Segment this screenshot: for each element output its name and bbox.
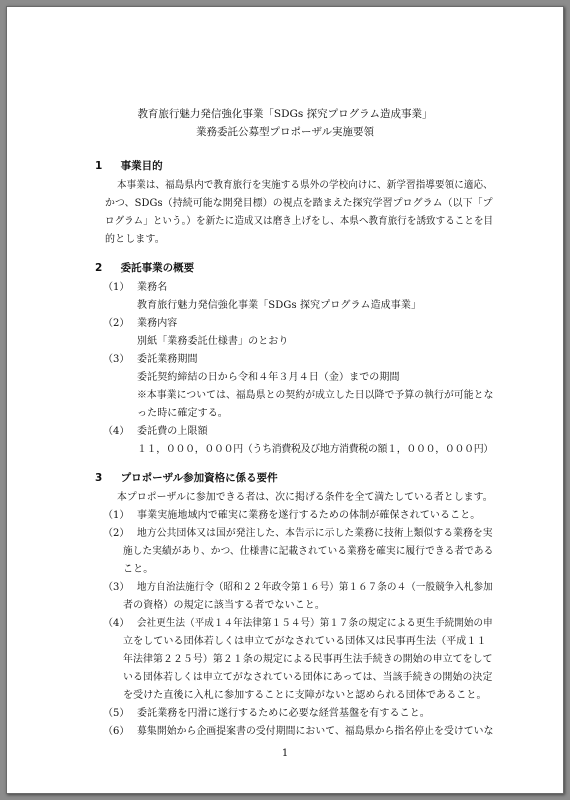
section2-item-text: １１，０００，０００円（うち消費税及び地方消費税の額１，０００，０００円） [137,444,494,455]
section2-item-number: （4） [103,426,130,437]
section3-item-number: （4） [103,618,130,629]
section3-item-text: 地方公共団体又は国が発注した、本告示に示した業務に技術上類似する業務を実 [137,528,493,539]
section3-item-number: （3） [103,582,130,593]
section1-heading [95,158,163,173]
section3-number: 3 [95,472,103,484]
section3-item-text: いる団体若しくは申立てがなされている団体にあっては、当該手続きの開始の決定 [123,672,493,683]
section2-number: 2 [95,262,103,274]
section2-item-number: （1） [103,282,130,293]
section3-item-number: （6） [103,726,130,737]
section3-item-text: 委託業務を円滑に遂行するために必要な経営基盤を有すること。 [137,708,430,719]
section3-item-text: 者の資格）の規定に該当する者でないこと。 [123,600,325,611]
page-number: 1 [281,748,289,759]
section1-line: ログラム」という。）を新たに造成又は磨き上げをし、本県へ教育旅行を誘致することを目 [105,216,494,227]
section2-item-text: ※本事業については、福島県との契約が成立した日以降で予算の執行が可能とな [137,390,494,401]
section2-item-label: 委託費の上限額 [137,426,208,437]
section2-item-text: 別紙「業務委託仕様書」のとおり [137,336,289,347]
section3-item-number: （1） [103,510,130,521]
section1-line: 本事業は、福島県内で教育旅行を実施する県外の学校向けに、新学習指導要領に適応、 [117,180,493,191]
section3-title: プロポーザル参加資格に係る要件 [120,472,278,484]
document-title-line1: 教育旅行魅力発信強化事業「SDGs 探究プログラム造成事業」 [137,108,433,120]
section1-title: 事業目的 [120,160,163,172]
section2-item-number: （3） [103,354,130,365]
section3-item-text: 施した実績があり、かつ、仕様書に記載されている業務を確実に履行できる者である [123,546,494,557]
document-title-line2: 業務委託公募型プロポーザル実施要領 [196,126,374,138]
section3-item-number: （5） [103,708,130,719]
section1-line: かつ、SDGs（持続可能な開発目標）の視点を踏まえた探究学習プログラム（以下「プ [105,198,493,209]
section3-item-text: 事業実施地域内で確実に業務を遂行するための体制が確保されていること。 [137,510,481,521]
section3-item-number: （2） [103,528,130,539]
section3-item-text: を受けた直後に入札に参加することに支障がないと認められる団体であること。 [123,690,487,701]
section3-item-text: 会社更生法（平成１４年法律第１５４号）第１７条の規定による更生手続開始の申 [137,618,493,629]
document-page [6,6,564,794]
section3-item-text: 立をしている団体若しくは申立てがなされている団体又は民事再生法（平成１１ [123,636,487,647]
section2-item-number: （2） [103,318,130,329]
section2-item-label: 業務内容 [137,318,178,329]
section2-title: 委託事業の概要 [120,262,195,274]
section3-item-text: 地方自治法施行令（昭和２２年政令第１６号）第１６７条の４（一般競争入札参加 [137,582,493,593]
section1-line: 的とします。 [105,234,165,245]
section2-item-text: った時に確定する。 [137,408,228,419]
section3-intro: 本プロポーザルに参加できる者は、次に掲げる条件を全て満たしている者とします。 [117,492,493,503]
section2-item-text: 教育旅行魅力発信強化事業「SDGs 探究プログラム造成事業」 [137,300,422,311]
section1-number: 1 [95,160,103,172]
section2-item-text: 委託契約締結の日から令和４年３月４日（金）までの期間 [137,372,400,383]
section2-heading [95,260,194,275]
section3-item-text: 募集開始から企画提案書の受付期間において、福島県から指名停止を受けていな [137,726,494,737]
section2-item-label: 委託業務期間 [137,354,198,365]
section2-item-label: 業務名 [137,282,168,293]
section3-heading [95,470,278,485]
section3-item-text: 年法律第２２５号）第２１条の規定による民事再生法手続きの開始の申立てをして [123,654,493,665]
section3-item-text: こと。 [123,564,154,575]
